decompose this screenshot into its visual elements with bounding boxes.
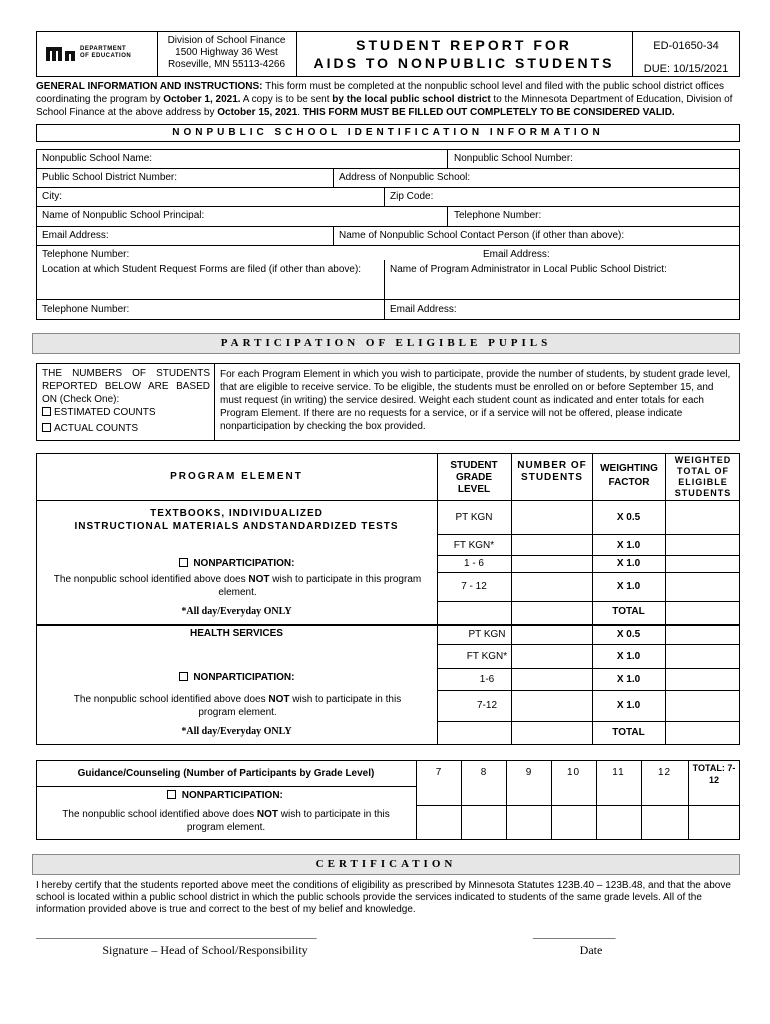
principal-field[interactable]: Name of Nonpublic School Principal: — [42, 210, 205, 221]
section-heading-certification: CERTIFICATION — [32, 854, 740, 875]
location-telephone-field[interactable]: Telephone Number: — [42, 304, 130, 315]
col-weighted-total: WEIGHTED TOTAL OF ELIGIBLE STUDENTS — [674, 455, 732, 498]
actual-counts-checkbox[interactable] — [42, 423, 51, 432]
date-label: Date — [579, 943, 603, 957]
request-location-field[interactable]: Location at which Student Request Forms are filed (if other than above): — [42, 264, 362, 275]
guidance-nonparticipation-checkbox[interactable] — [167, 790, 176, 799]
health-nonparticipation[interactable]: NONPARTICIPATION: — [36, 672, 437, 683]
guidance-grade-10: 10 — [566, 767, 581, 778]
general-instructions: GENERAL INFORMATION AND INSTRUCTIONS: This form must be completed at the nonpublic school level and filed with the public school district offices coordinating the program by October 1, 2021. A copy is to be sent by the local public school district to the Minnesota Department of Education, Division of School Finance at the above address by October 15, 2021. THIS FORM MUST BE FILLED OUT COMPLETELY TO BE CONSIDERED VALID. — [36, 81, 733, 118]
participation-instructions: For each Program Element in which you wish to participate, provide the number of students, by student grade level, that are eligible to receive service. To be eligible, the students must be enrolled on or before September 15, and must request (in writing) the service desired. Weight each student count as indicated and enter totals for each Program Element. If there are no requests for a service, or if a service will not be offered, please indicate nonparticipation by checking the box provided. — [220, 369, 731, 432]
mde-logo — [46, 44, 146, 62]
textbooks-total-label: TOTAL — [612, 606, 645, 617]
health-grade-1-6: 1-6 — [479, 674, 495, 685]
health-factor-7-12: X 1.0 — [616, 700, 641, 711]
textbooks-note: The nonpublic school identified above does NOT wish to participate in this program element. — [53, 574, 422, 598]
guidance-grade-11: 11 — [612, 767, 625, 778]
school-address-field[interactable]: Address of Nonpublic School: — [339, 172, 471, 183]
telephone-field[interactable]: Telephone Number: — [454, 210, 542, 221]
textbooks-grade-1-6: 1 - 6 — [463, 558, 484, 569]
due-date: DUE: 10/15/2021 — [643, 63, 729, 75]
logo-text-2: OF EDUCATION — [80, 53, 132, 59]
section-heading-participation: PARTICIPATION OF ELIGIBLE PUPILS — [32, 333, 740, 354]
count-basis-text: THE NUMBERS OF STUDENTS REPORTED BELOW ARE BASED ON (Check One): — [42, 368, 210, 405]
school-name-field[interactable]: Nonpublic School Name: — [42, 153, 153, 164]
textbooks-factor-1-6: X 1.0 — [616, 558, 641, 569]
health-note: The nonpublic school identified above does NOT wish to participate in this program element. — [73, 694, 402, 718]
form-title: STUDENT REPORT FOR AIDS TO NONPUBLIC STUDENTS — [313, 37, 615, 71]
guidance-grade-9: 9 — [525, 767, 532, 778]
form-number: ED-01650-34 — [653, 40, 719, 52]
contact-person-field[interactable]: Name of Nonpublic School Contact Person (if other than above): — [339, 230, 625, 241]
administrator-email-field[interactable]: Email Address: — [390, 304, 457, 315]
guidance-grade-7: 7 — [435, 767, 442, 778]
mn-logo-icon — [46, 45, 76, 61]
textbooks-grade-7-12: 7 - 12 — [461, 581, 487, 592]
textbooks-grade-ftkgn: FT KGN* — [453, 540, 495, 551]
estimated-counts-option[interactable]: ESTIMATED COUNTS — [42, 407, 155, 418]
health-factor-1-6: X 1.0 — [616, 674, 641, 685]
health-factor-ftkgn: X 1.0 — [616, 651, 641, 662]
guidance-note: The nonpublic school identified above does NOT wish to participate in this program element. — [62, 809, 390, 833]
program-administrator-field[interactable]: Name of Program Administrator in Local Public School District: — [390, 264, 667, 275]
health-number-students-cells[interactable] — [512, 626, 591, 744]
contact-email-field[interactable]: Email Address: — [483, 249, 550, 260]
estimated-counts-checkbox[interactable] — [42, 407, 51, 416]
signature-line[interactable]: ___________________________________________________ — [36, 928, 317, 940]
contact-telephone-field[interactable]: Telephone Number: — [42, 249, 130, 260]
textbooks-nonparticipation[interactable]: NONPARTICIPATION: — [36, 558, 437, 569]
agency-address: Division of School Finance 1500 Highway 36 West Roseville, MN 55113-4266 — [167, 35, 286, 70]
textbooks-nonparticipation-checkbox[interactable] — [179, 558, 188, 567]
guidance-title: Guidance/Counseling (Number of Participants by Grade Level) — [77, 768, 375, 779]
certification-text: I hereby certify that the students reported above meet the conditions of eligibility as prescribed by Minnesota Statutes 123B.40 – 123B.48, and that the above school is located within a public school district in which the public schools provide the services indicated to students of the same grade levels. All of the information provided above is true and correct to the best of my belief and knowledge. — [36, 880, 731, 915]
col-number-students: NUMBER OF STUDENTS — [517, 460, 587, 483]
health-allday-note: *All day/Everyday ONLY — [181, 726, 292, 737]
district-number-field[interactable]: Public School District Number: — [42, 172, 178, 183]
health-grade-ftkgn: FT KGN* — [466, 651, 508, 662]
health-grade-7-12: 7-12 — [476, 700, 497, 711]
health-nonparticipation-checkbox[interactable] — [179, 672, 188, 681]
section-heading-identification: NONPUBLIC SCHOOL IDENTIFICATION INFORMATION — [36, 124, 740, 142]
signature-label: Signature – Head of School/Responsibility — [102, 943, 308, 957]
health-factor-ptkgn: X 0.5 — [616, 629, 641, 640]
health-title: HEALTH SERVICES — [190, 628, 283, 639]
school-number-field[interactable]: Nonpublic School Number: — [454, 153, 573, 164]
textbooks-title: TEXTBOOKS, INDIVIDUALIZED INSTRUCTIONAL MATERIALS ANDSTANDARDIZED TESTS — [74, 508, 399, 532]
health-total-label: TOTAL — [612, 727, 645, 738]
col-weighting-factor: WEIGHTING FACTOR — [600, 463, 658, 488]
email-field[interactable]: Email Address: — [42, 230, 109, 241]
col-program-element: PROGRAM ELEMENT — [170, 471, 303, 482]
logo-text-1: DEPARTMENT — [80, 46, 127, 52]
guidance-grade-8: 8 — [480, 767, 487, 778]
date-line[interactable]: _______________ — [533, 928, 616, 940]
city-field[interactable]: City: — [42, 191, 62, 202]
guidance-total-label: TOTAL: 7-12 — [692, 763, 736, 785]
actual-counts-option[interactable]: ACTUAL COUNTS — [42, 423, 138, 434]
textbooks-grade-ptkgn: PT KGN — [455, 512, 493, 523]
guidance-count-cells[interactable] — [417, 806, 739, 839]
textbooks-factor-ptkgn: X 0.5 — [616, 512, 641, 523]
guidance-grade-12: 12 — [657, 767, 672, 778]
textbooks-factor-ftkgn: X 1.0 — [616, 540, 641, 551]
col-grade-level: STUDENT GRADE LEVEL — [450, 460, 498, 495]
health-grade-ptkgn: PT KGN — [468, 629, 506, 640]
guidance-nonparticipation[interactable]: NONPARTICIPATION: — [167, 790, 283, 801]
textbooks-factor-7-12: X 1.0 — [616, 581, 641, 592]
zip-field[interactable]: Zip Code: — [390, 191, 434, 202]
textbooks-allday-note: *All day/Everyday ONLY — [181, 606, 292, 617]
number-students-cells[interactable] — [512, 501, 591, 624]
